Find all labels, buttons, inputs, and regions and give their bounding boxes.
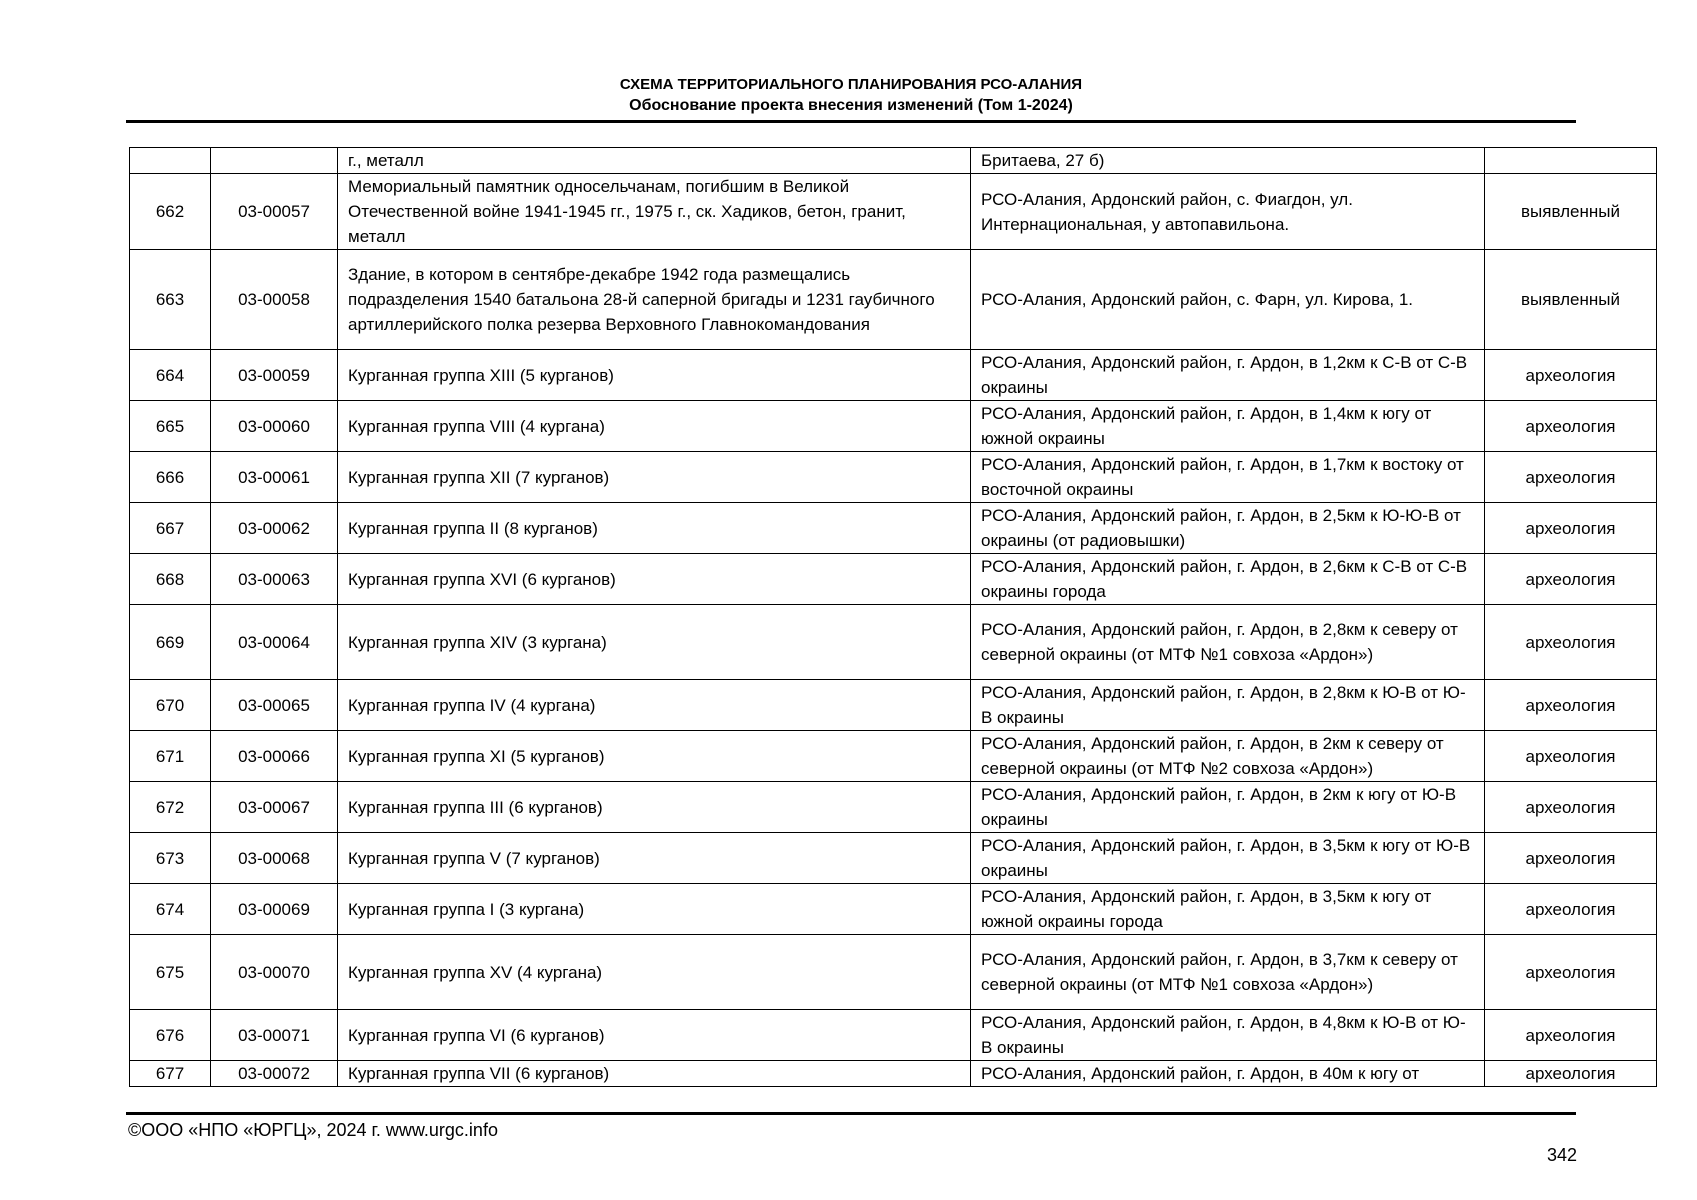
object-category-cell: археология <box>1485 884 1657 935</box>
row-number-cell: 674 <box>130 884 211 935</box>
object-category-cell: археология <box>1485 503 1657 554</box>
object-address-cell: РСО-Алания, Ардонский район, г. Ардон, в 3,7км к северу от северной окраины (от МТФ №1 совхоза «Ардон») <box>971 935 1485 1010</box>
table-row <box>130 605 1657 680</box>
object-category-cell: археология <box>1485 452 1657 503</box>
object-address-cell: РСО-Алания, Ардонский район, г. Ардон, в 2,8км к Ю-В от Ю-В окраины <box>971 680 1485 731</box>
registry-code-cell: 03-00068 <box>211 833 338 884</box>
table-row <box>130 731 1657 782</box>
row-number-cell: 665 <box>130 401 211 452</box>
table-row <box>130 1010 1657 1061</box>
object-name-cell: Мемориальный памятник односельчанам, погибшим в Великой Отечественной войне 1941-1945 гг., 1975 г., ск. Хадиков, бетон, гранит, металл <box>338 174 971 250</box>
registry-code-cell: 03-00066 <box>211 731 338 782</box>
object-address-cell: РСО-Алания, Ардонский район, г. Ардон, в 2,5км к Ю-Ю-В от окраины (от радиовышки) <box>971 503 1485 554</box>
footer-divider <box>126 1112 1576 1115</box>
object-category-cell: археология <box>1485 1061 1657 1087</box>
object-category-cell: археология <box>1485 554 1657 605</box>
object-category-cell: выявленный <box>1485 174 1657 250</box>
registry-code-cell: 03-00060 <box>211 401 338 452</box>
object-name-cell: Курганная группа XII (7 курганов) <box>338 452 971 503</box>
table-row <box>130 148 1657 174</box>
table-row <box>130 1061 1657 1087</box>
row-number-cell: 668 <box>130 554 211 605</box>
registry-code-cell <box>211 148 338 174</box>
registry-code-cell: 03-00058 <box>211 250 338 350</box>
document-subtitle: Обоснование проекта внесения изменений (Том 1-2024) <box>629 97 1073 114</box>
object-category-cell: археология <box>1485 935 1657 1010</box>
row-number-cell: 675 <box>130 935 211 1010</box>
object-name-cell: Курганная группа VIII (4 кургана) <box>338 401 971 452</box>
table-row <box>130 680 1657 731</box>
registry-code-cell: 03-00070 <box>211 935 338 1010</box>
table-row <box>130 935 1657 1010</box>
object-address-cell: РСО-Алания, Ардонский район, г. Ардон, в 1,7км к востоку от восточной окраины <box>971 452 1485 503</box>
object-category-cell: археология <box>1485 350 1657 401</box>
object-name-cell: Курганная группа IV (4 кургана) <box>338 680 971 731</box>
registry-code-cell: 03-00059 <box>211 350 338 401</box>
object-category-cell: археология <box>1485 605 1657 680</box>
row-number-cell: 670 <box>130 680 211 731</box>
object-category-cell: выявленный <box>1485 250 1657 350</box>
row-number-cell: 662 <box>130 174 211 250</box>
object-address-cell: РСО-Алания, Ардонский район, г. Ардон, в 1,4км к югу от южной окраины <box>971 401 1485 452</box>
object-address-cell: РСО-Алания, Ардонский район, г. Ардон, в 2,6км к С-В от С-В окраины города <box>971 554 1485 605</box>
row-number-cell: 673 <box>130 833 211 884</box>
object-address-cell: РСО-Алания, Ардонский район, г. Ардон, в 3,5км к югу от южной окраины города <box>971 884 1485 935</box>
row-number-cell: 671 <box>130 731 211 782</box>
table-row <box>130 452 1657 503</box>
row-number-cell <box>130 148 211 174</box>
object-category-cell: археология <box>1485 833 1657 884</box>
object-category-cell: археология <box>1485 680 1657 731</box>
object-name-cell: Курганная группа XIII (5 курганов) <box>338 350 971 401</box>
object-name-cell: Здание, в котором в сентябре-декабре 1942 года размещались подразделения 1540 батальона 28-й саперной бригады и 1231 гаубичного артиллерийского полка резерва Верховного Главнокомандования <box>338 250 971 350</box>
object-category-cell: археология <box>1485 1010 1657 1061</box>
row-number-cell: 664 <box>130 350 211 401</box>
table-row <box>130 884 1657 935</box>
footer-copyright: ©ООО «НПО «ЮРГЦ», 2024 г. www.urgc.info <box>128 1120 498 1140</box>
registry-code-cell: 03-00069 <box>211 884 338 935</box>
object-name-cell: Курганная группа VI (6 курганов) <box>338 1010 971 1061</box>
registry-code-cell: 03-00071 <box>211 1010 338 1061</box>
object-address-cell: РСО-Алания, Ардонский район, с. Фиагдон, ул. Интернациональная, у автопавильона. <box>971 174 1485 250</box>
registry-code-cell: 03-00065 <box>211 680 338 731</box>
object-address-cell: РСО-Алания, Ардонский район, г. Ардон, в 2,8км к северу от северной окраины (от МТФ №1 совхоза «Ардон») <box>971 605 1485 680</box>
object-address-cell: РСО-Алания, Ардонский район, г. Ардон, в 4,8км к Ю-В от Ю-В окраины <box>971 1010 1485 1061</box>
object-name-cell: Курганная группа II (8 курганов) <box>338 503 971 554</box>
object-name-cell: Курганная группа XIV (3 кургана) <box>338 605 971 680</box>
object-category-cell: археология <box>1485 401 1657 452</box>
object-category-cell: археология <box>1485 731 1657 782</box>
object-address-cell: РСО-Алания, Ардонский район, г. Ардон, в 40м к югу от <box>971 1061 1485 1087</box>
object-name-cell: Курганная группа XI (5 курганов) <box>338 731 971 782</box>
registry-code-cell: 03-00072 <box>211 1061 338 1087</box>
object-name-cell: Курганная группа XV (4 кургана) <box>338 935 971 1010</box>
object-name-cell: г., металл <box>338 148 971 174</box>
table-row <box>130 174 1657 250</box>
table-row <box>130 250 1657 350</box>
registry-code-cell: 03-00067 <box>211 782 338 833</box>
page-number: 342 <box>1546 1145 1577 1165</box>
row-number-cell: 666 <box>130 452 211 503</box>
header-divider <box>126 120 1576 123</box>
page-header <box>126 74 1576 116</box>
object-name-cell: Курганная группа III (6 курганов) <box>338 782 971 833</box>
registry-code-cell: 03-00057 <box>211 174 338 250</box>
object-name-cell: Курганная группа I (3 кургана) <box>338 884 971 935</box>
table-row <box>130 350 1657 401</box>
table-row <box>130 503 1657 554</box>
row-number-cell: 667 <box>130 503 211 554</box>
table-row <box>130 833 1657 884</box>
row-number-cell: 663 <box>130 250 211 350</box>
object-address-cell: РСО-Алания, Ардонский район, г. Ардон, в 2км к югу от Ю-В окраины <box>971 782 1485 833</box>
object-category-cell: археология <box>1485 782 1657 833</box>
object-name-cell: Курганная группа V (7 курганов) <box>338 833 971 884</box>
object-name-cell: Курганная группа XVI (6 курганов) <box>338 554 971 605</box>
table-row <box>130 782 1657 833</box>
object-address-cell: РСО-Алания, Ардонский район, с. Фарн, ул. Кирова, 1. <box>971 250 1485 350</box>
table-row <box>130 554 1657 605</box>
document-title: СХЕМА ТЕРРИТОРИАЛЬНОГО ПЛАНИРОВАНИЯ РСО-АЛАНИЯ <box>619 76 1083 93</box>
registry-code-cell: 03-00063 <box>211 554 338 605</box>
object-address-cell: РСО-Алания, Ардонский район, г. Ардон, в 3,5км к югу от Ю-В окраины <box>971 833 1485 884</box>
table-row <box>130 401 1657 452</box>
object-name-cell: Курганная группа VII (6 курганов) <box>338 1061 971 1087</box>
registry-code-cell: 03-00064 <box>211 605 338 680</box>
row-number-cell: 672 <box>130 782 211 833</box>
object-address-cell: РСО-Алания, Ардонский район, г. Ардон, в 2км к северу от северной окраины (от МТФ №2 совхоза «Ардон») <box>971 731 1485 782</box>
registry-code-cell: 03-00061 <box>211 452 338 503</box>
registry-code-cell: 03-00062 <box>211 503 338 554</box>
heritage-objects-table <box>129 147 1657 1087</box>
object-address-cell: Бритаева, 27 б) <box>971 148 1485 174</box>
row-number-cell: 677 <box>130 1061 211 1087</box>
object-address-cell: РСО-Алания, Ардонский район, г. Ардон, в 1,2км к С-В от С-В окраины <box>971 350 1485 401</box>
row-number-cell: 669 <box>130 605 211 680</box>
object-category-cell <box>1485 148 1657 174</box>
row-number-cell: 676 <box>130 1010 211 1061</box>
